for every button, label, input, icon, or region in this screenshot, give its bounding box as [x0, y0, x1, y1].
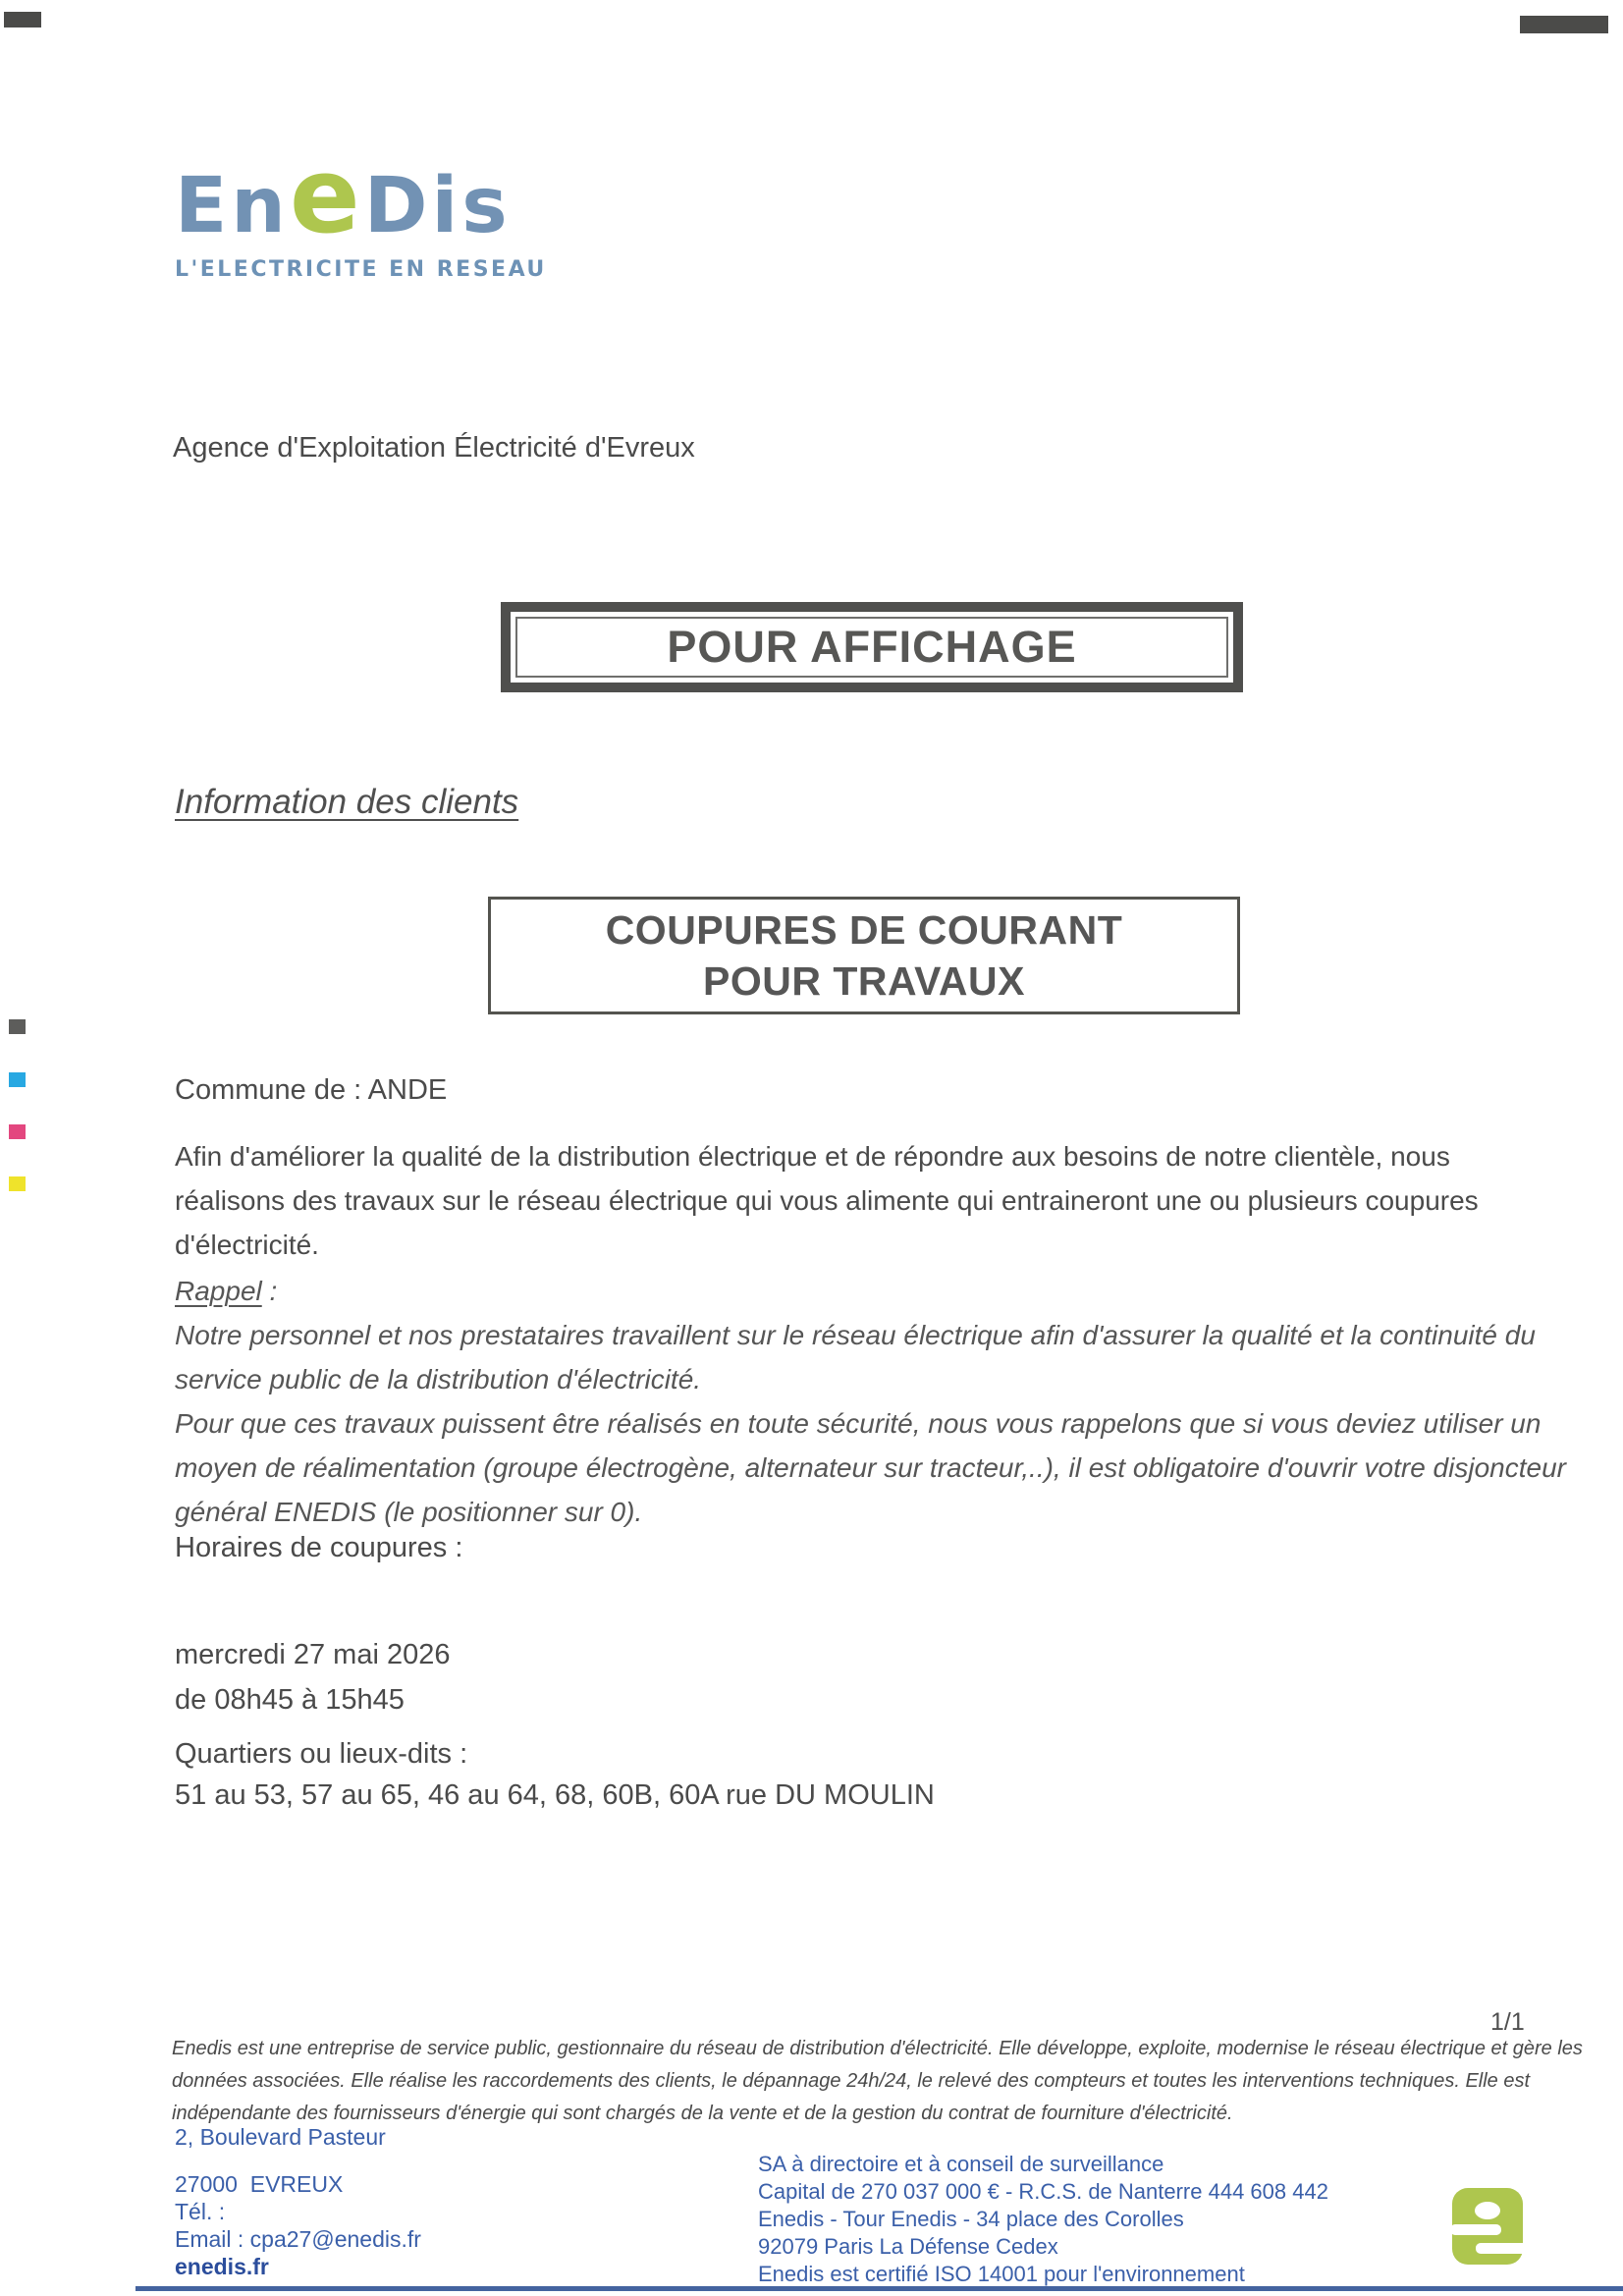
address-street: 2, Boulevard Pasteur [175, 2124, 386, 2150]
company-form-line: SA à directoire et à conseil de surveillance [758, 2152, 1164, 2176]
registration-mark-cyan [9, 1072, 26, 1087]
company-capital-line: Capital de 270 037 000 € - R.C.S. de Nanterre 444 608 442 [758, 2179, 1328, 2204]
intro-paragraph: Afin d'améliorer la qualité de la distribution électrique et de répondre aux besoins de notre clientèle, nous réalisons des travaux sur le réseau électrique qui vous alimente qui entraineront une ou plusieurs coupures d'électricité. [175, 1141, 1479, 1260]
logo-tagline: L'ELECTRICITE EN RESEAU [175, 257, 547, 282]
rappel-label-line [175, 1269, 1569, 1313]
rappel-paragraph-1: Notre personnel et nos prestataires travaillent sur le réseau électrique afin d'assurer la qualité et la continuité du service public de la distribution d'électricité. [175, 1320, 1536, 1394]
address-city: 27000 EVREUX [175, 2171, 344, 2197]
commune-line: Commune de : ANDE [175, 1074, 448, 1106]
company-info-block [758, 2151, 1328, 2288]
schedule-block [175, 1632, 450, 1722]
enedis-logo [175, 136, 547, 282]
scanner-artifact-top-left [4, 12, 41, 27]
contact-block [175, 2170, 421, 2280]
quartiers-value: 51 au 53, 57 au 65, 46 au 64, 68, 60B, 60A rue DU MOULIN [175, 1779, 935, 1811]
outage-date: mercredi 27 mai 2026 [175, 1639, 451, 1670]
registration-mark-black [9, 1019, 26, 1034]
email-line: Email : cpa27@enedis.fr [175, 2226, 421, 2252]
agency-name: Agence d'Exploitation Électricité d'Evreux [173, 432, 695, 464]
page-number: 1/1 [1490, 2008, 1525, 2036]
quartiers-block [175, 1733, 935, 1816]
registration-mark-magenta [9, 1124, 26, 1139]
information-clients-heading: Information des clients [175, 783, 519, 821]
pour-affichage-banner [501, 602, 1243, 692]
scan-bottom-edge-line [135, 2286, 1623, 2291]
wordmark-dis: Dis [363, 162, 512, 250]
rappel-section [175, 1269, 1569, 1534]
rappel-label: Rappel [175, 1276, 262, 1306]
enedis-wordmark [175, 136, 547, 256]
coupures-notice-box [488, 897, 1240, 1014]
legal-paragraph: Enedis est une entreprise de service public, gestionnaire du réseau de distribution d'électricité. Elle développe, exploite, modernise le réseau électrique et gère les données associées. Elle réalise les raccordements des clients, le dépannage 24h/24, le relevé des compteurs et toutes les interventions techniques. Elle est indépendante des fournisseurs d'énergie qui sont chargés de la vente et de la gestion du contrat de fourniture d'électricité. [172, 2038, 1583, 2124]
enedis-e-mark-icon [1450, 2186, 1529, 2269]
outage-time: de 08h45 à 15h45 [175, 1684, 405, 1716]
phone-line: Tél. : [175, 2199, 226, 2224]
coupures-line2: POUR TRAVAUX [703, 958, 1025, 1004]
banner-inner-frame [515, 617, 1228, 678]
wordmark-en: En [175, 162, 290, 250]
banner-title: POUR AFFICHAGE [667, 622, 1077, 672]
registration-mark-yellow [9, 1176, 26, 1191]
company-address-line: Enedis - Tour Enedis - 34 place des Corolles [758, 2207, 1184, 2231]
website-link: enedis.fr [175, 2254, 269, 2279]
company-city-line: 92079 Paris La Défense Cedex [758, 2234, 1058, 2259]
wordmark-green-e: e [289, 136, 364, 256]
quartiers-label: Quartiers ou lieux-dits : [175, 1738, 468, 1770]
horaires-label: Horaires de coupures : [175, 1532, 463, 1563]
rappel-colon: : [261, 1276, 278, 1306]
coupures-line1: COUPURES DE COURANT [605, 907, 1123, 953]
rappel-paragraph-2: Pour que ces travaux puissent être réalisés en toute sécurité, nous vous rappelons que si vous deviez utiliser un moyen de réalimentation (groupe électrogène, alternateur sur tracteur,..), il est obligatoire d'ouvrir votre disjoncteur général ENEDIS (le positionner sur 0). [175, 1408, 1566, 1527]
scanner-artifact-top-right [1520, 16, 1608, 33]
company-iso-line: Enedis est certifié ISO 14001 pour l'environnement [758, 2262, 1245, 2286]
